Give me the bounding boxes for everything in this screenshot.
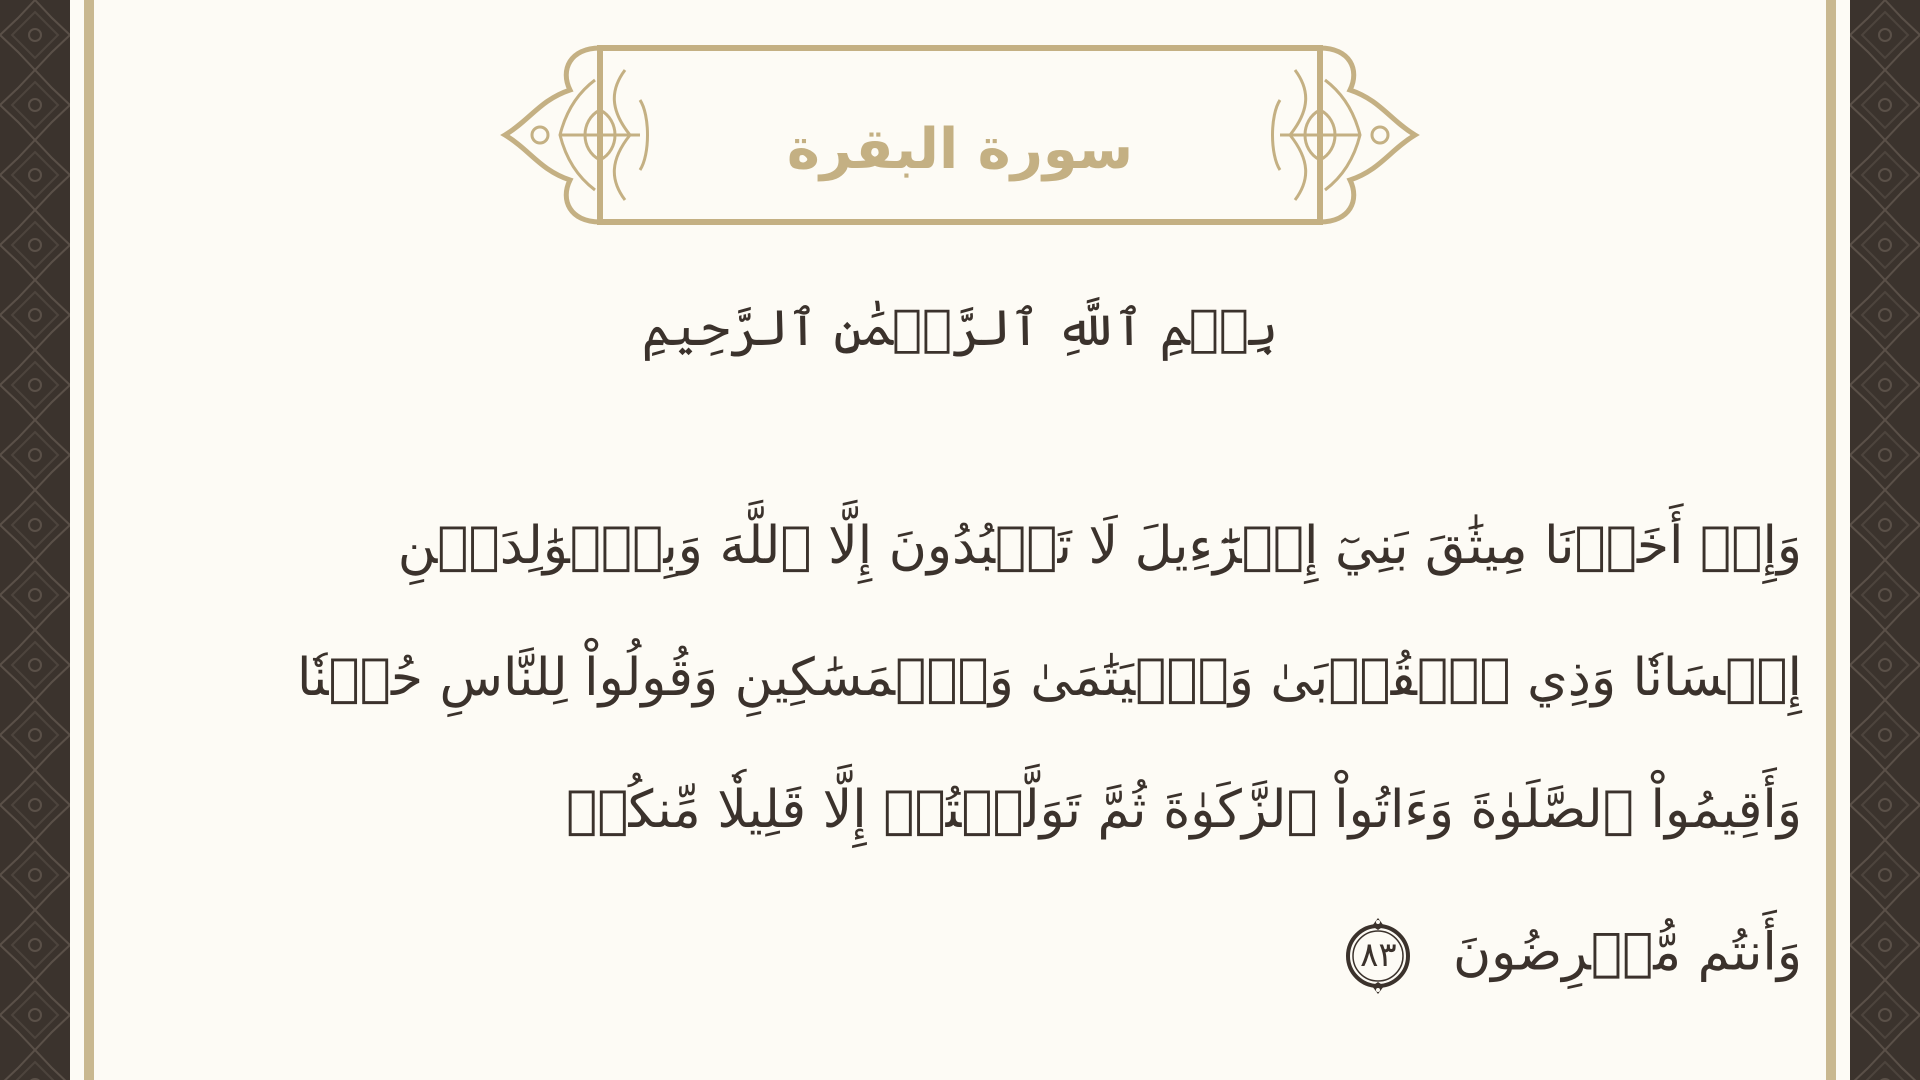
- verse-line-1: وَإِذۡ أَخَذۡنَا مِيثَٰقَ بَنِيٓ إِسۡرَٰٓءِيلَ لَا تَعۡبُدُونَ إِلَّا ٱللَّهَ وَبِٱلۡوَٰلِدَيۡنِ: [397, 516, 1802, 576]
- left-gold-rule: [84, 0, 94, 1080]
- ayah-number: ٨٣: [1360, 935, 1397, 975]
- left-ornamental-border: [0, 0, 70, 1080]
- verse-line-2: إِحۡسَانٗا وَذِي ٱلۡقُرۡبَىٰ وَٱلۡيَتَٰمَىٰ وَٱلۡمَسَٰكِينِ وَقُولُواْ لِلنَّاسِ حُسۡنٗا: [296, 648, 1802, 708]
- basmala: بِسۡمِ ٱللَّهِ ٱلرَّحۡمَٰنِ ٱلرَّحِيمِ: [641, 299, 1279, 357]
- verse-line-3: وَأَقِيمُواْ ٱلصَّلَوٰةَ وَءَاتُواْ ٱلزَّكَوٰةَ ثُمَّ تَوَلَّيۡتُمۡ إِلَّا قَلِيلٗا مِّنكُمۡ: [566, 780, 1802, 840]
- surah-header-cartouche: [500, 40, 1420, 230]
- verse-block: [296, 516, 1802, 1048]
- verse-line-4: [362, 916, 1802, 983]
- right-gold-rule: [1826, 0, 1836, 1080]
- surah-title: سورة البقرة: [786, 117, 1134, 182]
- ayah-end-marker-icon: [1338, 916, 1418, 996]
- right-ornamental-border: [1850, 0, 1920, 1080]
- verse-line-4-text: وَأَنتُم مُّعۡرِضُونَ: [1452, 922, 1802, 983]
